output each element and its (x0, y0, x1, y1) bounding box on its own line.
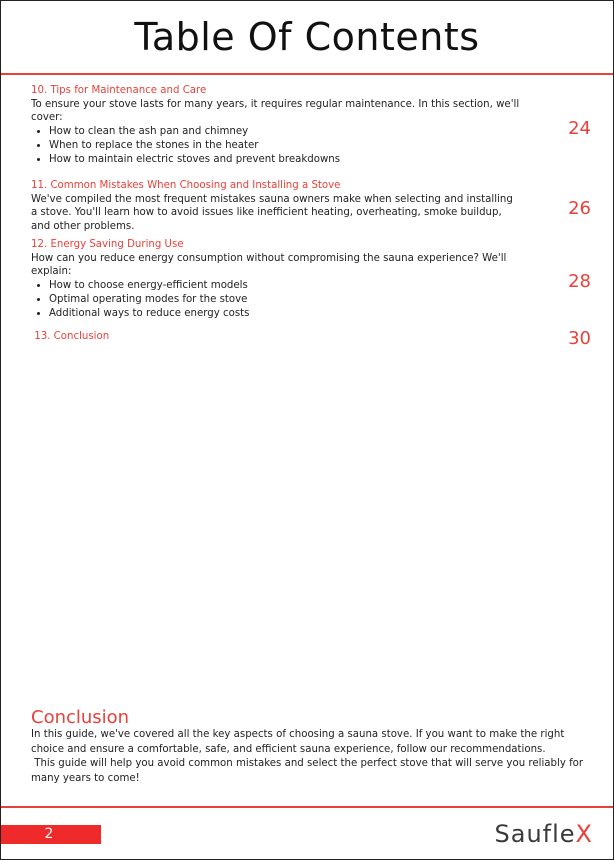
toc-bullet-list (31, 125, 531, 168)
list-item: • Optimal operating modes for the stove (49, 293, 531, 307)
toc-page-number[interactable]: 24 (568, 118, 591, 139)
toc-section-11 (31, 179, 531, 233)
toc-section-12 (31, 238, 531, 321)
page-number: 2 (44, 826, 54, 842)
list-item: • How to maintain electric stoves and prevent breakdowns (49, 153, 531, 167)
logo-x-mark: X (575, 820, 593, 848)
toc-heading[interactable]: 13. Conclusion (31, 331, 110, 342)
conclusion-line: In this guide, we've covered all the key aspects of choosing a sauna stove. If you want to make the right (31, 729, 565, 740)
toc-page-number[interactable]: 30 (568, 328, 591, 349)
conclusion-line: This guide will help you avoid common mistakes and select the perfect stove that will serve you reliably for (31, 758, 584, 769)
conclusion-body (31, 728, 586, 786)
bottom-divider (1, 806, 613, 808)
conclusion-title: Conclusion (31, 707, 130, 728)
page-number-badge (1, 825, 101, 844)
toc-section-10 (31, 84, 531, 167)
conclusion-line: choice and ensure a comfortable, safe, and efficient sauna experience, follow our recommendations. (31, 743, 546, 755)
top-divider (1, 73, 613, 75)
toc-page-number[interactable]: 26 (568, 198, 591, 219)
list-item: • How to clean the ash pan and chimney (49, 125, 531, 139)
toc-page-number[interactable]: 28 (568, 271, 591, 292)
list-item: • When to replace the stones in the heater (49, 139, 531, 153)
toc-heading[interactable]: 11. Common Mistakes When Choosing and Installing a Stove (31, 180, 341, 191)
toc-heading[interactable]: 12. Energy Saving During Use (31, 239, 184, 250)
toc-description: How can you reduce energy consumption without compromising the sauna experience? We'll explain: (31, 252, 507, 277)
toc-heading[interactable]: 10. Tips for Maintenance and Care (31, 85, 207, 96)
logo-text: Saufle (494, 820, 576, 848)
toc-bullet-list (31, 279, 531, 322)
sauflex-logo (495, 819, 594, 849)
list-item: • Additional ways to reduce energy costs (49, 307, 531, 321)
page-title: Table Of Contents (134, 15, 480, 59)
conclusion-line: many years to come! (31, 772, 140, 784)
toc-description: We've compiled the most frequent mistakes sauna owners make when selecting and installing a stove. You'll learn how to avoid issues like inefficient heating, overheating, smoke buildup, and other problems. (31, 193, 513, 232)
toc-description: To ensure your stove lasts for many years, it requires regular maintenance. In this section, we'll cover: (31, 98, 520, 123)
list-item: • How to choose energy-efficient models (49, 279, 531, 293)
toc-section-13 (31, 330, 531, 344)
